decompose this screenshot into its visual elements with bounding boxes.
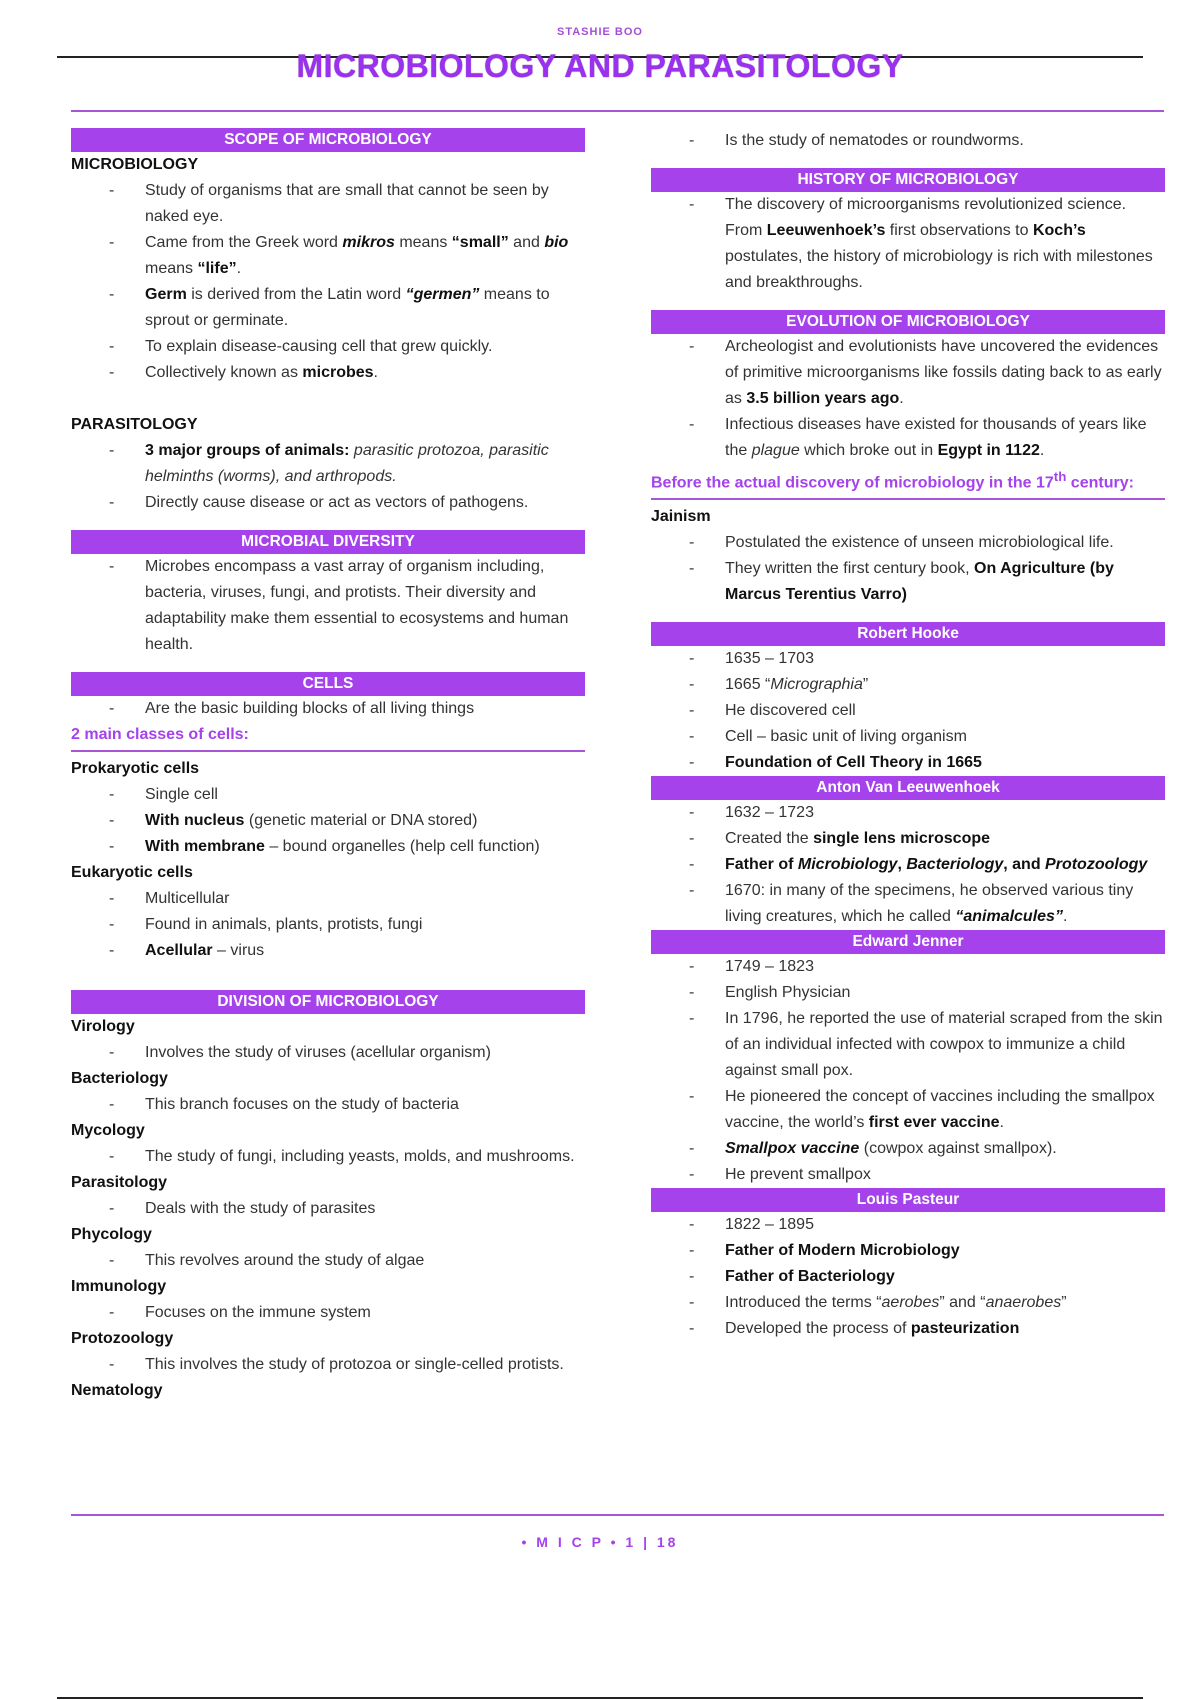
list-item: - This branch focuses on the study of bacteria [71, 1092, 585, 1118]
parasitology-list [71, 438, 585, 516]
list-item: - Single cell [71, 782, 585, 808]
list-item: - Study of organisms that are small that cannot be seen by naked eye. [71, 178, 585, 230]
history-list [651, 192, 1165, 296]
list-item: - Came from the Greek word mikros means “small” and bio means “life”. [71, 230, 585, 282]
prokaryotic-list [71, 782, 585, 860]
list-item: - 1632 – 1723 [651, 800, 1165, 826]
cells-heading: CELLS [71, 672, 585, 696]
before-discovery-rule [651, 498, 1165, 500]
list-item: - Introduced the terms “aerobes” and “anaerobes” [651, 1290, 1165, 1316]
eukaryotic-list [71, 886, 585, 964]
list-item: - The study of fungi, including yeasts, molds, and mushrooms. [71, 1144, 585, 1170]
jainism-label: Jainism [651, 507, 711, 525]
footer-divider [71, 1514, 1164, 1516]
page-title: MICROBIOLOGY AND PARASITOLOGY [296, 48, 904, 84]
list-item: - 1822 – 1895 [651, 1212, 1165, 1238]
mycology-label: Mycology [71, 1121, 145, 1139]
virology-list [71, 1040, 585, 1066]
scope-heading: SCOPE OF MICROBIOLOGY [71, 128, 585, 152]
leeuwenhoek-list [651, 800, 1165, 930]
diversity-heading: MICROBIAL DIVERSITY [71, 530, 585, 554]
bottom-rule [57, 1697, 1143, 1699]
nematology-list [651, 128, 1165, 154]
page-footer: • M I C P • 1 | 18 [521, 1534, 679, 1550]
author-label: STASHIE BOO [557, 26, 643, 38]
history-heading: HISTORY OF MICROBIOLOGY [651, 168, 1165, 192]
immunology-list [71, 1300, 585, 1326]
list-item: - This involves the study of protozoa or single-celled protists. [71, 1352, 585, 1378]
leeuwenhoek-heading: Anton Van Leeuwenhoek [651, 776, 1165, 800]
list-item: - Father of Bacteriology [651, 1264, 1165, 1290]
jenner-heading: Edward Jenner [651, 930, 1165, 954]
list-item: - Archeologist and evolutionists have uncovered the evidences of primitive microorganisms like fossils dating back to as early as 3.5 billion years ago. [651, 334, 1165, 412]
bacteriology-label: Bacteriology [71, 1069, 168, 1087]
list-item: - Microbes encompass a vast array of organism including, bacteria, viruses, fungi, and protists. Their diversity and adaptability make them essential to ecosystems and human health. [71, 554, 585, 658]
list-item: - English Physician [651, 980, 1165, 1006]
list-item: - They written the first century book, On Agriculture (by Marcus Terentius Varro) [651, 556, 1165, 608]
protozoology-list [71, 1352, 585, 1378]
list-item: - He pioneered the concept of vaccines including the smallpox vaccine, the world’s first ever vaccine. [651, 1084, 1165, 1136]
phycology-label: Phycology [71, 1225, 152, 1243]
bacteriology-list [71, 1092, 585, 1118]
cell-classes-rule [71, 750, 585, 752]
list-item: - The discovery of microorganisms revolutionized science. From Leeuwenhoek’s first observations to Koch’s postulates, the history of microbiology is rich with milestones and breakthroughs. [651, 192, 1165, 296]
list-item: - Involves the study of viruses (acellular organism) [71, 1040, 585, 1066]
list-item: - With membrane – bound organelles (help cell function) [71, 834, 585, 860]
protozoology-label: Protozoology [71, 1329, 174, 1347]
right-column [651, 128, 1165, 1342]
hooke-list [651, 646, 1165, 776]
evolution-list [651, 334, 1165, 464]
cells-list [71, 696, 585, 722]
virology-label: Virology [71, 1017, 135, 1035]
parasitology-division-label: Parasitology [71, 1173, 168, 1191]
list-item: - 3 major groups of animals: parasitic protozoa, parasitic helminths (worms), and arthropods. [71, 438, 585, 490]
list-item: - Focuses on the immune system [71, 1300, 585, 1326]
list-item: - Collectively known as microbes. [71, 360, 585, 386]
list-item: - Father of Modern Microbiology [651, 1238, 1165, 1264]
mycology-list [71, 1144, 585, 1170]
list-item: - Smallpox vaccine (cowpox against smallpox). [651, 1136, 1165, 1162]
list-item: - With nucleus (genetic material or DNA stored) [71, 808, 585, 834]
parasitology-label: PARASITOLOGY [71, 416, 198, 433]
list-item: - Infectious diseases have existed for thousands of years like the plague which broke out in Egypt in 1122. [651, 412, 1165, 464]
list-item: - 1670: in many of the specimens, he observed various tiny living creatures, which he called “animalcules”. [651, 878, 1165, 930]
list-item: - Father of Microbiology, Bacteriology, and Protozoology [651, 852, 1165, 878]
list-item: - Foundation of Cell Theory in 1665 [651, 750, 1165, 776]
pasteur-list [651, 1212, 1165, 1342]
list-item: - To explain disease-causing cell that grew quickly. [71, 334, 585, 360]
list-item: - 1749 – 1823 [651, 954, 1165, 980]
jainism-list [651, 530, 1165, 608]
list-item: - Acellular – virus [71, 938, 585, 964]
jenner-list [651, 954, 1165, 1188]
immunology-label: Immunology [71, 1277, 167, 1295]
nematology-label: Nematology [71, 1381, 163, 1399]
list-item: - He discovered cell [651, 698, 1165, 724]
list-item: - He prevent smallpox [651, 1162, 1165, 1188]
list-item: - 1665 “Micrographia” [651, 672, 1165, 698]
list-item: - Postulated the existence of unseen microbiological life. [651, 530, 1165, 556]
list-item: - In 1796, he reported the use of material scraped from the skin of an individual infected with cowpox to immunize a child against small pox. [651, 1006, 1165, 1084]
cell-classes-title: 2 main classes of cells: [71, 726, 249, 743]
evolution-heading: EVOLUTION OF MICROBIOLOGY [651, 310, 1165, 334]
microbiology-list [71, 178, 585, 386]
list-item: - This revolves around the study of algae [71, 1248, 585, 1274]
header-divider [71, 110, 1164, 112]
microbiology-label: MICROBIOLOGY [71, 156, 199, 173]
division-heading: DIVISION OF MICROBIOLOGY [71, 990, 585, 1014]
list-item: - Is the study of nematodes or roundworms. [651, 128, 1165, 154]
list-item: - Multicellular [71, 886, 585, 912]
list-item: - Are the basic building blocks of all living things [71, 696, 585, 722]
list-item: - Developed the process of pasteurization [651, 1316, 1165, 1342]
pasteur-heading: Louis Pasteur [651, 1188, 1165, 1212]
hooke-heading: Robert Hooke [651, 622, 1165, 646]
parasitology-division-list [71, 1196, 585, 1222]
diversity-list [71, 554, 585, 658]
before-discovery-title: Before the actual discovery of microbiology in the 17th century: [651, 469, 1134, 492]
left-column [71, 128, 585, 1404]
list-item: - Found in animals, plants, protists, fungi [71, 912, 585, 938]
list-item: - Germ is derived from the Latin word “germen” means to sprout or germinate. [71, 282, 585, 334]
list-item: - Directly cause disease or act as vectors of pathogens. [71, 490, 585, 516]
list-item: - Cell – basic unit of living organism [651, 724, 1165, 750]
list-item: - Deals with the study of parasites [71, 1196, 585, 1222]
list-item: - Created the single lens microscope [651, 826, 1165, 852]
eukaryotic-label: Eukaryotic cells [71, 863, 193, 881]
prokaryotic-label: Prokaryotic cells [71, 759, 200, 777]
list-item: - 1635 – 1703 [651, 646, 1165, 672]
phycology-list [71, 1248, 585, 1274]
